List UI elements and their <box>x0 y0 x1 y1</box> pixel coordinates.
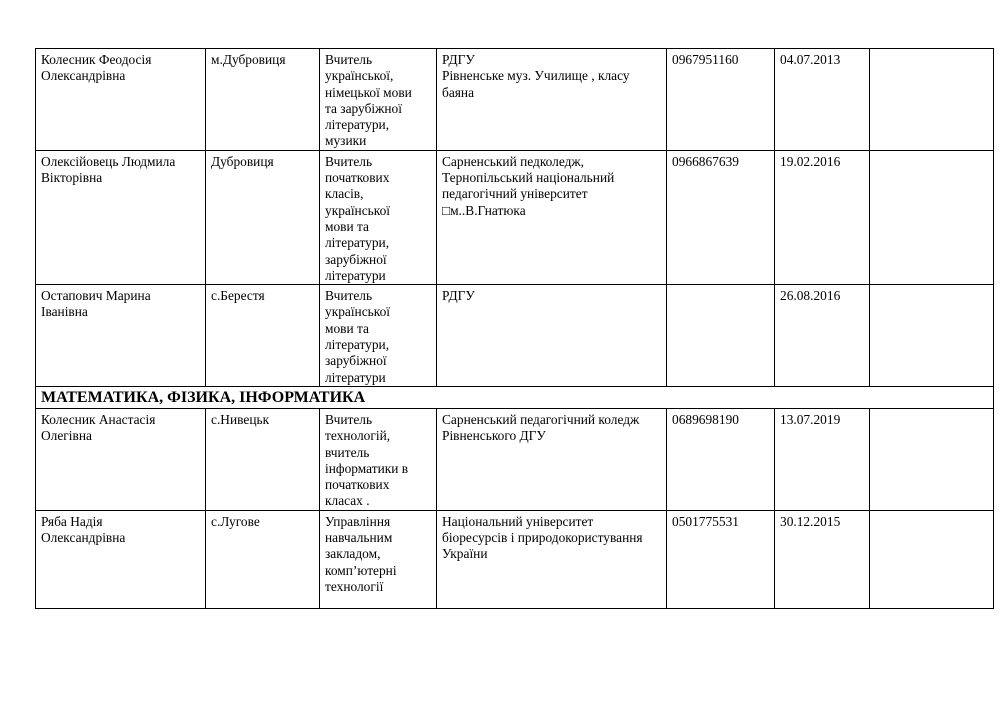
education-line: України <box>442 546 488 562</box>
education-line: Тернопільський національний <box>442 170 615 186</box>
position-line: літератури <box>325 369 386 385</box>
position-line: літератури <box>325 267 386 283</box>
position-line: української <box>325 304 391 320</box>
position-line: Вчитель <box>325 52 373 67</box>
name-line: Остапович Марина <box>41 288 151 304</box>
education-line: біоресурсів і природокористування <box>442 530 643 546</box>
name-cell <box>36 150 206 284</box>
name-cell <box>36 510 206 608</box>
phone-cell: 0966867639 <box>667 150 775 284</box>
position-line: української, <box>325 68 394 84</box>
name-line: Олексійовець Людмила <box>41 153 176 169</box>
education-line: Національний університет <box>442 513 594 529</box>
location-cell: с.Берестя <box>206 285 320 387</box>
name-line: Олександрівна <box>41 68 126 84</box>
education-line: РДГУ <box>442 52 475 67</box>
education-cell <box>437 285 667 387</box>
position-cell <box>320 510 437 608</box>
date-cell: 30.12.2015 <box>775 510 870 608</box>
position-line: початкових <box>325 477 390 493</box>
position-line: комп’ютерні <box>325 562 397 578</box>
position-line: української <box>325 202 391 218</box>
position-line: інформатики в <box>325 460 409 476</box>
date-cell: 13.07.2019 <box>775 408 870 510</box>
position-line: зарубіжної <box>325 251 387 267</box>
note-cell <box>870 49 994 151</box>
location-cell: Дубровиця <box>206 150 320 284</box>
position-line: класів, <box>325 186 364 202</box>
education-line: Сарненський педколедж, <box>442 153 585 169</box>
phone-cell: 0501775531 <box>667 510 775 608</box>
position-line: Вчитель <box>325 288 373 304</box>
position-line: технологій, <box>325 428 391 444</box>
education-line: Рівненське муз. Училище , класу <box>442 68 630 84</box>
position-cell <box>320 150 437 284</box>
education-line: □м..В.Гнатюка <box>442 202 526 218</box>
phone-cell <box>667 285 775 387</box>
position-line: та зарубіжної <box>325 100 402 116</box>
position-line: вчитель <box>325 444 370 460</box>
name-line: Ряба Надія <box>41 513 103 529</box>
name-cell <box>36 49 206 151</box>
position-line: літератури, <box>325 337 390 353</box>
position-line: закладом, <box>325 546 381 562</box>
note-cell <box>870 408 994 510</box>
name-line: Олександрівна <box>41 530 126 546</box>
location-cell: с.Нивецьк <box>206 408 320 510</box>
name-line: Іванівна <box>41 304 88 320</box>
education-cell <box>437 510 667 608</box>
phone-cell: 0689698190 <box>667 408 775 510</box>
staff-table <box>35 48 994 609</box>
position-line: зарубіжної <box>325 353 387 369</box>
position-line: початкових <box>325 170 390 186</box>
education-line: РДГУ <box>442 288 475 304</box>
education-line: Сарненський педагогічний коледж <box>442 411 640 427</box>
name-line: Олегівна <box>41 428 92 444</box>
name-cell <box>36 285 206 387</box>
section-heading-row <box>36 386 994 408</box>
date-cell: 26.08.2016 <box>775 285 870 387</box>
table-row <box>36 49 994 151</box>
position-line: Вчитель <box>325 153 373 169</box>
table-row <box>36 408 994 510</box>
table-row <box>36 510 994 608</box>
note-cell <box>870 150 994 284</box>
education-line: баяна <box>442 84 475 100</box>
position-line: Вчитель <box>325 411 373 427</box>
phone-cell: 0967951160 <box>667 49 775 151</box>
position-line: літератури, <box>325 117 390 133</box>
position-cell <box>320 49 437 151</box>
date-cell: 19.02.2016 <box>775 150 870 284</box>
location-cell: с.Лугове <box>206 510 320 608</box>
name-line: Колесник Анастасія <box>41 411 156 427</box>
position-line: літератури, <box>325 235 390 251</box>
date-cell: 04.07.2013 <box>775 49 870 151</box>
name-cell <box>36 408 206 510</box>
position-line: музики <box>325 133 367 149</box>
position-cell <box>320 408 437 510</box>
note-cell <box>870 285 994 387</box>
position-line: німецької мови <box>325 84 412 100</box>
table-row <box>36 150 994 284</box>
position-line: мови та <box>325 218 369 234</box>
position-cell <box>320 285 437 387</box>
location-cell: м.Дубровиця <box>206 49 320 151</box>
name-line: Вікторівна <box>41 170 103 186</box>
education-cell <box>437 49 667 151</box>
section-heading: МАТЕМАТИКА, ФІЗИКА, ІНФОРМАТИКА <box>36 386 994 408</box>
position-line: навчальним <box>325 530 393 546</box>
table-row <box>36 285 994 387</box>
education-cell <box>437 408 667 510</box>
position-line: технології <box>325 578 384 594</box>
education-line: педагогічний університет <box>442 186 588 202</box>
position-line: Управління <box>325 513 391 529</box>
name-line: Колесник Феодосія <box>41 52 152 67</box>
education-line: Рівненського ДГУ <box>442 428 546 444</box>
position-line: мови та <box>325 320 369 336</box>
position-line: класах . <box>325 493 370 509</box>
education-cell <box>437 150 667 284</box>
note-cell <box>870 510 994 608</box>
